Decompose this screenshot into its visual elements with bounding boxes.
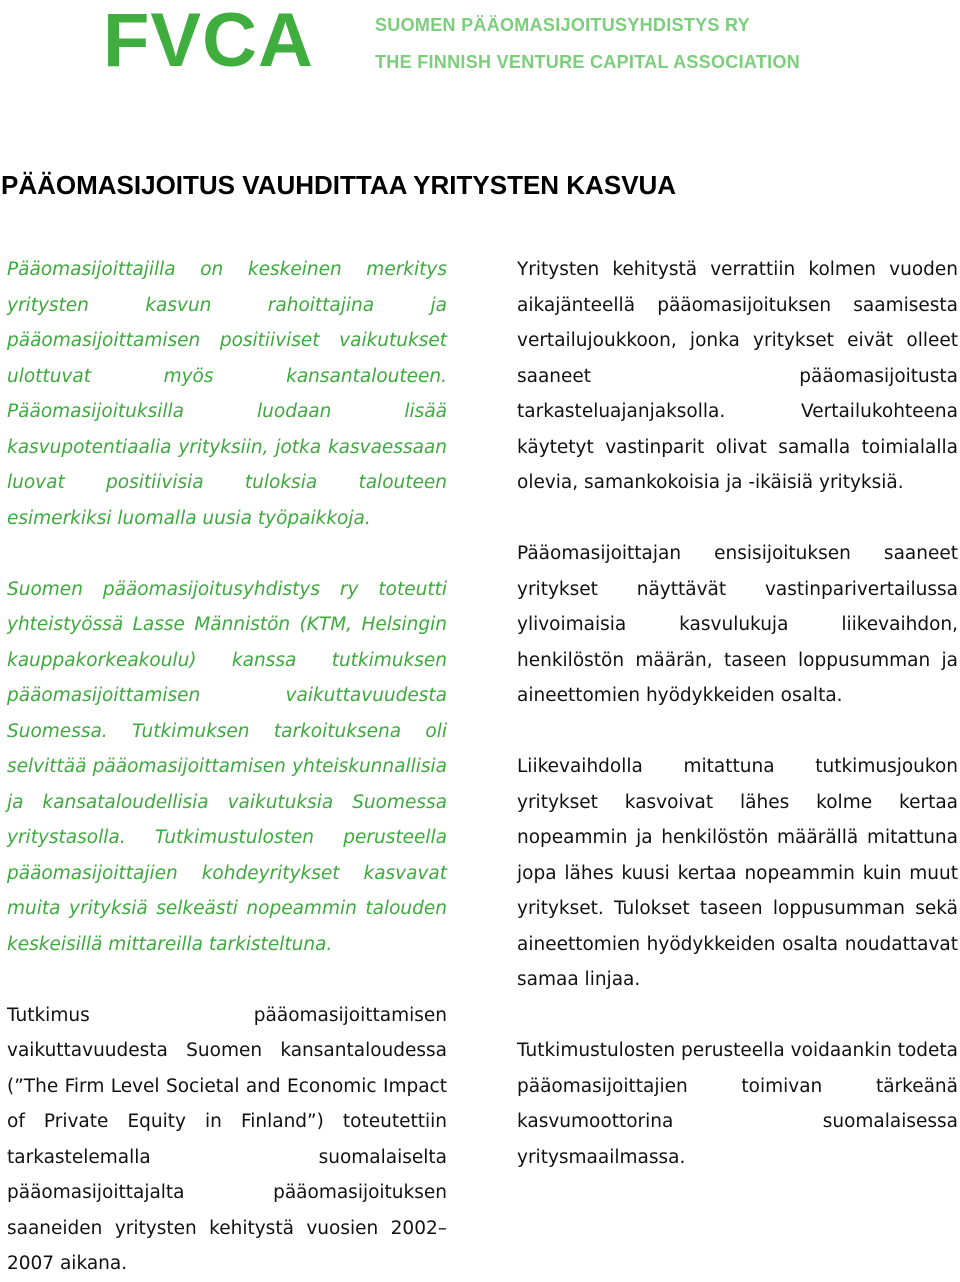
revenue-paragraph: Liikevaihdolla mitattuna tutkimusjoukon yritykset kasvoivat lähes kolme kertaa nopeammin ja henkilöstön määrällä mitattuna jopa lähes kuusi kertaa nopeammin kuin muut yritykset. Tulokset taseen loppusumman sekä aineettomien hyödykkeiden osalta noudattavat samaa linjaa. (517, 756, 958, 990)
org-name-english: THE FINNISH VENTURE CAPITAL ASSOCIATION (375, 52, 801, 72)
org-name-finnish: SUOMEN PÄÄOMASIJOITUSYHDISTYS RY (375, 15, 750, 35)
page-header (0, 0, 960, 90)
comparison-paragraph: Yritysten kehitystä verrattiin kolmen vuoden aikajänteellä pääomasijoituksen saamisesta vertailujoukkoon, jonka yritykset eivät olleet saaneet pääomasijoitusta tarkasteluajanjaksolla. Vertailukohteena käytetyt vastinparit olivat samalla toimialalla olevia, samankokoisia ja -ikäisiä yrityksiä. (517, 259, 958, 493)
study-method-paragraph: Tutkimus pääomasijoittamisen vaikuttavuudesta Suomen kansantaloudessa (”The Firm Level Societal and Economic Impact of Private Equity in Finland”) toteutettiin tarkastelemalla suomalaiselta pääomasijoittajalta pääomasijoituksen saaneiden yritysten kehitystä vuosien 2002–2007 aikana. (7, 1004, 447, 1274)
document-title: PÄÄOMASIJOITUS VAUHDITTAA YRITYSTEN KASVUA (1, 170, 677, 201)
left-column (7, 252, 447, 1282)
fvca-logo: FVCA (103, 0, 314, 83)
conclusion-paragraph: Tutkimustulosten perusteella voidaankin todeta pääomasijoittajien toimivan tärkeänä kasvumoottorina suomalaisessa yritysmaailmassa. (517, 1040, 958, 1168)
intro-paragraph: Pääomasijoittajilla on keskeinen merkitys yritysten kasvun rahoittajina ja pääomasijoittamisen positiiviset vaikutukset ulottuvat myös kansantalouteen. Pääomasijoituksilla luodaan lisää kasvupotentiaalia yrityksiin, jotka kasvaessaan luovat positiivisia tuloksia talouteen esimerkiksi luomalla uusia työpaikkoja. (7, 259, 447, 529)
growth-paragraph: Pääomasijoittajan ensisijoituksen saaneet yritykset näyttävät vastinparivertailussa ylivoimaisia kasvulukuja liikevaihdon, henkilöstön määrän, taseen loppusumman ja aineettomien hyödykkeiden osalta. (517, 543, 958, 706)
study-summary-paragraph: Suomen pääomasijoitusyhdistys ry toteutti yhteistyössä Lasse Männistön (KTM, Helsingin kauppakorkeakoulu) kanssa tutkimuksen pääomasijoittamisen vaikuttavuudesta Suomessa. Tutkimuksen tarkoituksena oli selvittää pääomasijoittamisen yhteiskunnallisia ja kansataloudellisia vaikutuksia Suomessa yritystasolla. Tutkimustulosten perusteella pääomasijoittajien kohdeyritykset kasvavat muita yrityksiä selkeästi nopeammin talouden keskeisillä mittareilla tarkisteltuna. (7, 578, 447, 955)
right-column (517, 252, 958, 1175)
